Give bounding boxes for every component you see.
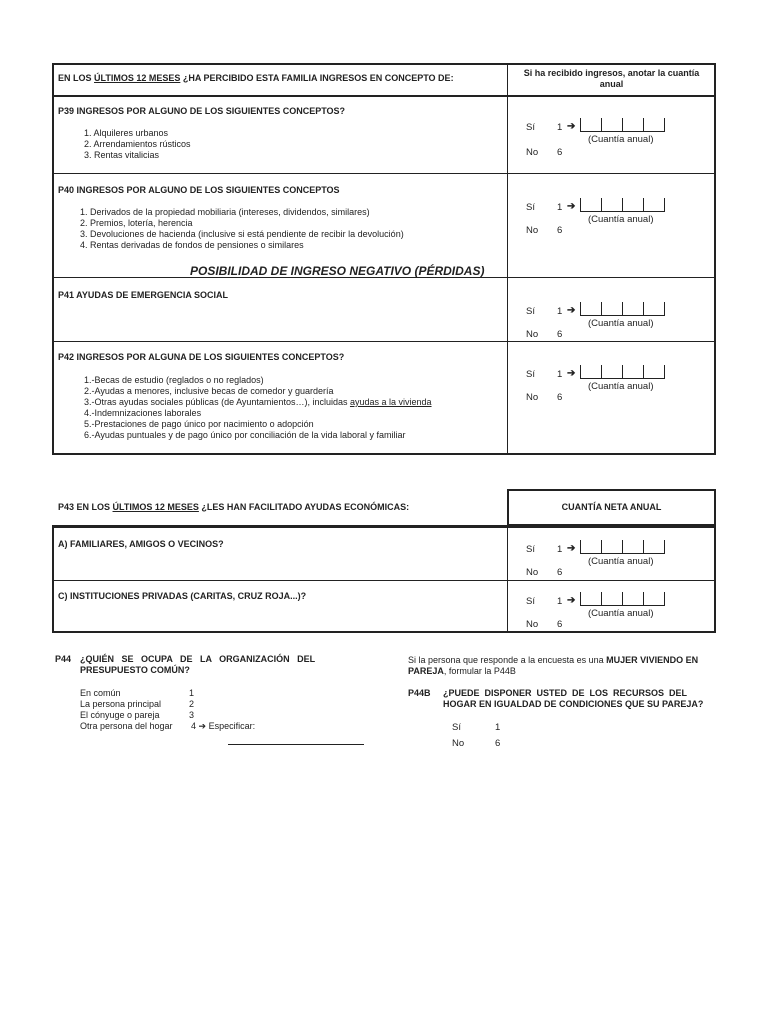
p43a-no-label: No bbox=[526, 567, 539, 578]
p41-no-code[interactable]: 6 bbox=[557, 329, 563, 340]
list-item: 3. Rentas vitalicias bbox=[84, 150, 160, 160]
p41-cuantia-label: (Cuantía anual) bbox=[588, 318, 654, 329]
arrow-icon: ➔ bbox=[567, 305, 576, 316]
header-question: EN LOS ÚLTIMOS 12 MESES ¿HA PERCIBIDO ESTA FAMILIA INGRESOS EN CONCEPTO DE: bbox=[58, 73, 454, 83]
p44-title: ¿QUIÉN SE OCUPA DE LA ORGANIZACIÓN DEL PRESUPUESTO COMÚN? bbox=[80, 654, 316, 675]
p43-right-title: CUANTÍA NETA ANUAL bbox=[561, 502, 662, 512]
list-item: 2. Arrendamientos rústicos bbox=[84, 139, 191, 149]
p44-specify-line[interactable] bbox=[228, 744, 364, 745]
p40-amount-boxes[interactable] bbox=[580, 198, 665, 212]
p39-si-code[interactable]: 1 bbox=[557, 122, 563, 133]
p43-a-label: A) FAMILIARES, AMIGOS O VECINOS? bbox=[58, 539, 224, 549]
p44b-code: P44B bbox=[408, 688, 431, 698]
arrow-icon: ➔ bbox=[567, 543, 576, 554]
p40-title: P40 INGRESOS POR ALGUNO DE LOS SIGUIENTES CONCEPTOS bbox=[58, 185, 340, 195]
p40-no-code[interactable]: 6 bbox=[557, 225, 563, 236]
negative-income-title: POSIBILIDAD DE INGRESO NEGATIVO (PÉRDIDAS) bbox=[190, 264, 485, 278]
p39-items bbox=[84, 128, 191, 161]
p39-title: P39 INGRESOS POR ALGUNO DE LOS SIGUIENTES CONCEPTOS? bbox=[58, 106, 346, 116]
list-item: 2. Premios, lotería, herencia bbox=[80, 218, 193, 228]
p42-si-code[interactable]: 1 bbox=[557, 369, 563, 380]
p39-no-code[interactable]: 6 bbox=[557, 147, 563, 158]
list-item: 3.-Otras ayudas sociales públicas (de Ayuntamientos…), incluidas ayudas a la vivienda bbox=[84, 397, 432, 407]
p43-title: P43 EN LOS ÚLTIMOS 12 MESES ¿LES HAN FACILITADO AYUDAS ECONÓMICAS: bbox=[58, 502, 410, 512]
p40-no-label: No bbox=[526, 225, 539, 236]
p40-si-label: Sí bbox=[526, 202, 535, 213]
p42-amount-boxes[interactable] bbox=[580, 365, 665, 379]
list-item: 4. Rentas derivadas de fondos de pensiones o similares bbox=[80, 240, 304, 250]
specify-label: ➔ Especificar: bbox=[198, 721, 256, 731]
list-item: 1.-Becas de estudio (reglados o no reglados) bbox=[84, 375, 264, 385]
p43a-amount-boxes[interactable] bbox=[580, 540, 665, 554]
arrow-icon: ➔ bbox=[567, 121, 576, 132]
p43c-no-code[interactable]: 6 bbox=[557, 619, 563, 630]
p41-title: P41 AYUDAS DE EMERGENCIA SOCIAL bbox=[58, 290, 229, 300]
p40-items bbox=[80, 207, 404, 251]
list-item: 3. Devoluciones de hacienda (inclusive si está pendiente de recibir la devolución) bbox=[80, 229, 404, 239]
p41-bottom-rule bbox=[52, 341, 716, 342]
p41-no-label: No bbox=[526, 329, 539, 340]
p43a-cuantia-label: (Cuantía anual) bbox=[588, 556, 654, 567]
p43c-si-code[interactable]: 1 bbox=[557, 596, 563, 607]
list-item: 1. Derivados de la propiedad mobiliaria (intereses, dividendos, similares) bbox=[80, 207, 370, 217]
p44-code: P44 bbox=[55, 654, 72, 664]
p39-cuantia-label: (Cuantía anual) bbox=[588, 134, 654, 145]
income-table-divider bbox=[507, 63, 508, 455]
header-right-title: Si ha recibido ingresos, anotar la cuantía anual bbox=[523, 68, 700, 89]
p41-si-label: Sí bbox=[526, 306, 535, 317]
p44-option-4[interactable]: Otra persona del hogar 4 ➔ Especificar: bbox=[80, 721, 256, 731]
list-item: 5.-Prestaciones de pago único por nacimiento o adopción bbox=[84, 419, 314, 429]
p44-option-2[interactable]: La persona principal 2 bbox=[80, 699, 195, 709]
arrow-icon: ➔ bbox=[567, 201, 576, 212]
p44-option-3[interactable]: El cónyuge o pareja 3 bbox=[80, 710, 195, 720]
p40-cuantia-label: (Cuantía anual) bbox=[588, 214, 654, 225]
arrow-icon: ➔ bbox=[567, 595, 576, 606]
list-item: 4.-Indemnizaciones laborales bbox=[84, 408, 202, 418]
p39-si-label: Sí bbox=[526, 122, 535, 133]
p42-si-label: Sí bbox=[526, 369, 535, 380]
list-item: 1. Alquileres urbanos bbox=[84, 128, 169, 138]
p43c-amount-boxes[interactable] bbox=[580, 592, 665, 606]
p42-no-label: No bbox=[526, 392, 539, 403]
p44b-intro: Si la persona que responde a la encuesta es una MUJER VIVIENDO EN PAREJA, formular la P44B bbox=[408, 655, 699, 676]
p42-title: P42 INGRESOS POR ALGUNA DE LOS SIGUIENTES CONCEPTOS? bbox=[58, 352, 345, 362]
p43-c-label: C) INSTITUCIONES PRIVADAS (CARITAS, CRUZ ROJA...)? bbox=[58, 591, 307, 601]
p43-row-rule bbox=[52, 580, 716, 581]
list-item: 2.-Ayudas a menores, inclusive becas de comedor y guardería bbox=[84, 386, 334, 396]
p41-si-code[interactable]: 1 bbox=[557, 306, 563, 317]
p41-amount-boxes[interactable] bbox=[580, 302, 665, 316]
p42-items bbox=[84, 375, 432, 441]
p44b-title: ¿PUEDE DISPONER USTED DE LOS RECURSOS DEL HOGAR EN IGUALDAD DE CONDICIONES QUE SU PAREJA? bbox=[443, 688, 704, 709]
p43c-cuantia-label: (Cuantía anual) bbox=[588, 608, 654, 619]
p42-cuantia-label: (Cuantía anual) bbox=[588, 381, 654, 392]
p43a-si-label: Sí bbox=[526, 544, 535, 555]
p44b-no-code[interactable]: 6 bbox=[495, 738, 501, 749]
header-rule bbox=[52, 95, 716, 97]
p43a-si-code[interactable]: 1 bbox=[557, 544, 563, 555]
arrow-icon: ➔ bbox=[567, 368, 576, 379]
p43a-no-code[interactable]: 6 bbox=[557, 567, 563, 578]
p44-options bbox=[80, 688, 255, 732]
p39-no-label: No bbox=[526, 147, 539, 158]
p43c-no-label: No bbox=[526, 619, 539, 630]
p44b-si-code[interactable]: 1 bbox=[495, 722, 501, 733]
p44-option-1[interactable]: En común 1 bbox=[80, 688, 195, 698]
p39-bottom-rule bbox=[52, 173, 716, 174]
p42-no-code[interactable]: 6 bbox=[557, 392, 563, 403]
p40-si-code[interactable]: 1 bbox=[557, 202, 563, 213]
p44b-no-label: No bbox=[452, 738, 465, 749]
list-item: 6.-Ayudas puntuales y de pago único por conciliación de la vida laboral y familiar bbox=[84, 430, 406, 440]
p44b-si-label: Sí bbox=[452, 722, 461, 733]
p39-amount-boxes[interactable] bbox=[580, 118, 665, 132]
p43c-si-label: Sí bbox=[526, 596, 535, 607]
